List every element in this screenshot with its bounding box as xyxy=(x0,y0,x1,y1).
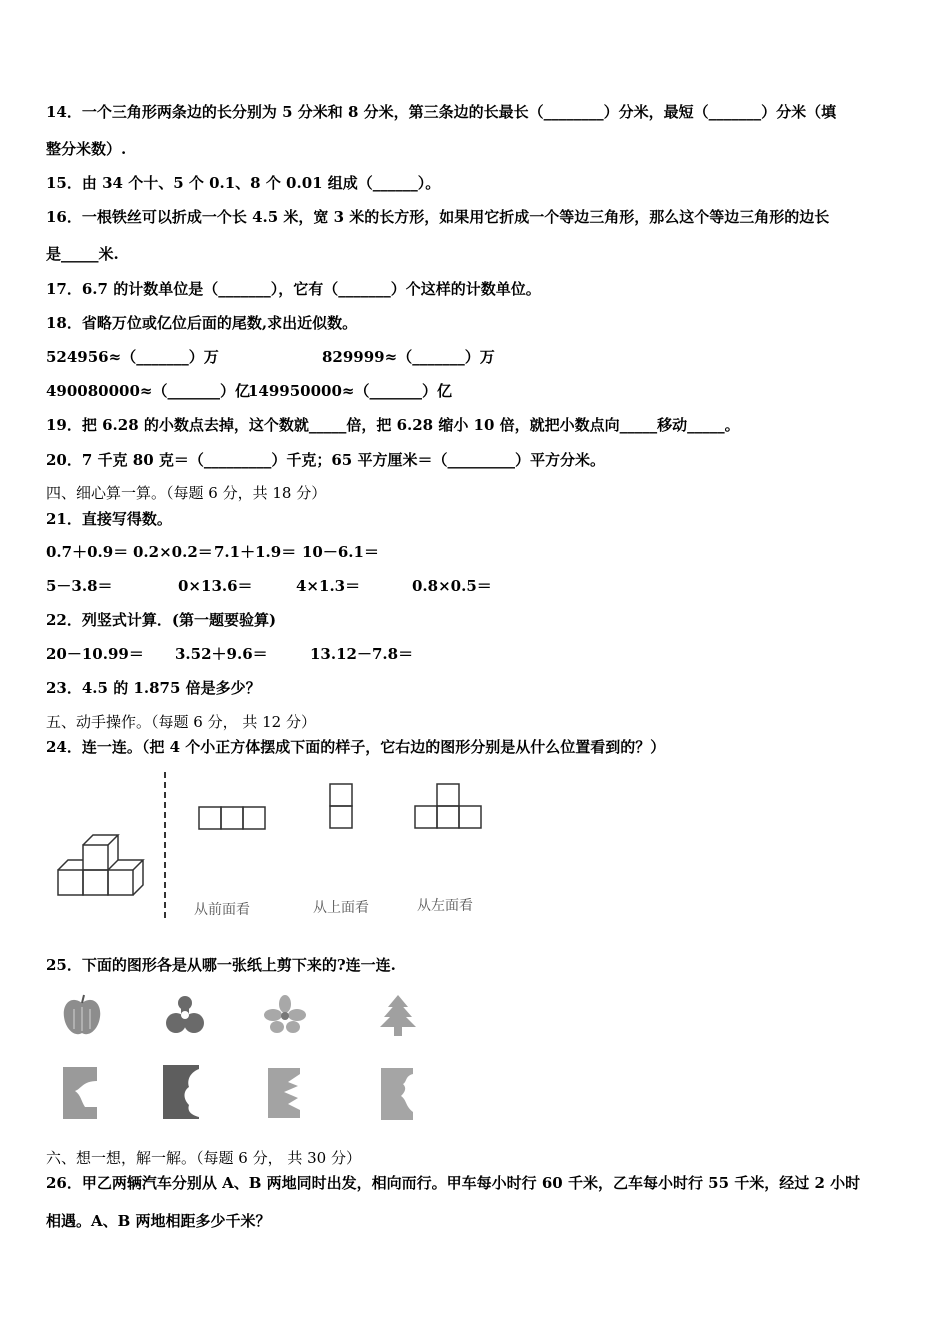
q14-line1: 14．一个三角形两条边的长分别为 5 分米和 8 分米，第三条边的长最长（________）分米，最短（_______）分米（填 xyxy=(46,103,837,121)
q22-item-3: 13.12－7.8＝ xyxy=(310,645,414,663)
q25-title: 25．下面的图形各是从哪一张纸上剪下来的?连一连. xyxy=(46,956,396,974)
q18-c: 490080000≈（_______）亿 xyxy=(46,382,251,400)
paper-1-cutout-icon xyxy=(63,1067,97,1119)
section-5-heading: 五、动手操作。（每题 6 分， 共 12 分） xyxy=(46,713,316,731)
q23: 23．4.5 的 1.875 倍是多少？ xyxy=(46,679,261,697)
q22-item-1: 20－10.99＝ xyxy=(46,645,144,663)
paper-3-cutout-icon xyxy=(268,1068,300,1118)
q21-r1-c4: 10－6.1＝ xyxy=(302,543,379,561)
section-6-heading: 六、想一想，解一解。（每题 6 分， 共 30 分） xyxy=(46,1149,361,1167)
flower-cutout-icon xyxy=(264,995,306,1035)
q20: 20．7 千克 80 克＝（_________）千克；65 平方厘米＝（_________）平方分米。 xyxy=(46,451,605,469)
divider-dashed-line xyxy=(163,772,167,920)
section-4-heading: 四、细心算一算。（每题 6 分，共 18 分） xyxy=(46,484,327,502)
q18-a: 524956≈（_______）万 xyxy=(46,348,219,366)
q19: 19．把 6.28 的小数点去掉，这个数就_____倍，把 6.28 缩小 10 倍，就把小数点向_____移动_____。 xyxy=(46,416,740,434)
q21-r2-c2: 0×13.6＝ xyxy=(178,577,253,595)
gourd-cutout-icon xyxy=(165,993,205,1037)
q21-title: 21．直接写得数。 xyxy=(46,510,172,528)
paper-4-cutout-icon xyxy=(381,1068,413,1120)
q22-item-2: 3.52＋9.6＝ xyxy=(175,645,268,663)
q26-line2: 相遇。A、B 两地相距多少千米？ xyxy=(46,1212,271,1230)
q24-title: 24．连一连。（把 4 个小正方体摆成下面的样子，它右边的图形分别是从什么位置看到的？） xyxy=(46,738,666,756)
q16-line2: 是_____米. xyxy=(46,245,119,263)
q14-line2: 整分米数）. xyxy=(46,140,127,158)
apple-cutout-icon xyxy=(62,993,102,1037)
q21-r1-c1: 0.7＋0.9＝ xyxy=(46,543,129,561)
q16-line1: 16．一根铁丝可以折成一个长 4.5 米，宽 3 米的长方形，如果用它折成一个等边三角形，那么这个等边三角形的边长 xyxy=(46,208,830,226)
view-top-shape xyxy=(329,783,353,830)
view-caption-left: 从左面看 xyxy=(417,898,473,914)
q21-r1-c3: 7.1＋1.9＝ xyxy=(214,543,297,561)
q21-r2-c1: 5－3.8＝ xyxy=(46,577,113,595)
q26-line1: 26．甲乙两辆汽车分别从 A、B 两地同时出发，相向而行。甲车每小时行 60 千米，乙车每小时行 55 千米，经过 2 小时 xyxy=(46,1174,861,1192)
q18-b: 829999≈（_______）万 xyxy=(322,348,495,366)
paper-2-cutout-icon xyxy=(163,1065,199,1119)
view-left-shape xyxy=(414,783,482,830)
q21-r2-c4: 0.8×0.5＝ xyxy=(412,577,492,595)
q21-r2-c3: 4×1.3＝ xyxy=(296,577,361,595)
q21-r1-c2: 0.2×0.2＝ xyxy=(133,543,213,561)
q18-d: 149950000≈（_______）亿 xyxy=(248,382,453,400)
q18-title: 18．省略万位或亿位后面的尾数,求出近似数。 xyxy=(46,314,358,332)
view-caption-top: 从上面看 xyxy=(313,900,369,916)
view-front-shape xyxy=(198,806,266,830)
q22-title: 22．列竖式计算．(第一题要验算) xyxy=(46,611,277,629)
q17: 17．6.7 的计数单位是（_______），它有（_______）个这样的计数单位。 xyxy=(46,280,541,298)
cube-stack-figure xyxy=(50,825,150,900)
view-caption-front: 从前面看 xyxy=(194,902,250,918)
tree-cutout-icon xyxy=(378,995,418,1037)
q15: 15．由 34 个十、5 个 0.1、8 个 0.01 组成（______）。 xyxy=(46,174,441,192)
